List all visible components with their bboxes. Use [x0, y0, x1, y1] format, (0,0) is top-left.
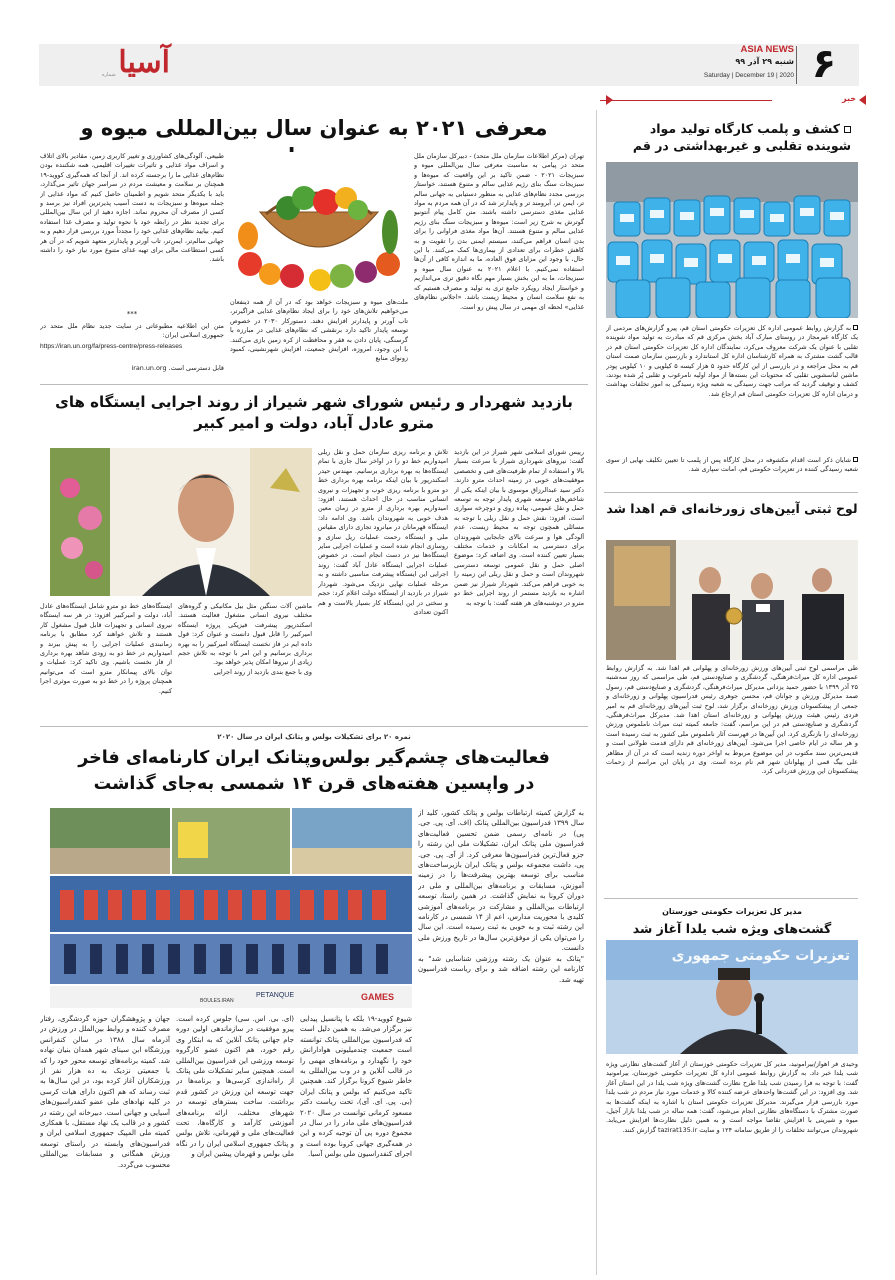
main-rule-2	[40, 726, 588, 727]
play-triangle-icon	[859, 95, 866, 105]
section-rule	[600, 100, 772, 101]
page-number: ۶	[811, 41, 837, 87]
main-story2-headline: بازدید شهردار و رئیس شورای شهر شیراز از روند اجرایی ایستگاه های مترو عادل آباد، دولت و امیر کبیر	[55, 393, 573, 432]
date-fa: شنبه ۲۹ آذر ۹۹	[735, 57, 794, 66]
tazirat-banner-text: تعزیرات حکومتی جمهوری	[671, 948, 850, 964]
sidebar-story1-headline	[603, 120, 851, 154]
section-label-text: خبر	[841, 94, 856, 103]
sidebar-divider	[596, 110, 597, 1275]
sidebar-story1-body2-text: شایان ذکر است اقدام مکشوفه در محل کارگاه پس از پلمب تا تعیین تکلیف نهایی از سوی شعبه رسیدگی کننده در تعزیرات حکومتی قم، امانت سپاری شد.	[606, 456, 858, 474]
main-story1-stars: ***	[126, 310, 138, 318]
main-story3-headline-line1: فعالیت‌های چشم‌گیر بولس‌وپتانک ایران کارنامه‌ای فاخر	[78, 748, 550, 768]
petanque-collage-image	[50, 808, 412, 1008]
section-label	[776, 94, 862, 106]
masthead-divider	[796, 46, 797, 84]
logo-text: آسیا	[118, 45, 170, 80]
petanque-collage-photo	[50, 808, 412, 1008]
sidebar-story3-headline: گشت‌های ویژه شب یلدا آغاز شد	[632, 921, 832, 936]
main-story2-col-c: ماشین آلات سنگین مثل بیل مکانیکی و گروه‌های مختلف نیروی انسانی مشغول فعالیت هستند. اسکندرپور پیشرفت فیزیکی پروژه ایستگاه امیرکبیر را قابل قبول دانست و عنوان کرد: قول داده ایم در فاز نخست ایستگاه امیرکبیر را به بهره برداری برسانیم و این امر با توجه به تلاش حجم زیادی از نیروها امکان پذیر خواهد بود. وی با جمع بندی بازدید از روند اجرایی	[178, 602, 312, 676]
main-story2-col-b: تلاش و برنامه ریزی سازمان حمل و نقل ریلی امیدواریم خط دو را در اواخر سال جاری با تمام ایستگاه‌ها به بهره برداری برسانیم. مهندس حیدر اسکندرپور با بیان اینکه برنامه بهره برداری خط دو مترو با برنامه ریزی خوب و تجهیزات و نیروی انسانی مناسب در حال احداث هستند، افزود: امیدواریم بهره برداری از مترو در زمان معین هدف خوبی به شهروندان باشد. وی ادامه داد: ایستگاه قهرمانان در میانرود تجاری دارای مقیاس ملی و ایستگاه رحمت عملیات ریل سازی و روسازی انجام شده است و عملیات اجرایی سایر ایستگاه‌ها نیز در دست انجام است. در خصوص عملیات اجرایی ایستگاه عادل آباد گفت: روند اجرایی این ایستگاه پیشرفت مناسبی داشته و به مرحله عملیات نهایی نزدیک می‌شود. شهردار شیراز در بازدید از ایستگاه دولت اعلام کرد: حجم و سختی در این ایستگاه کار بسیار بالاست و هم اکنون تعدادی	[318, 448, 448, 616]
sidebar-rule-1	[604, 492, 858, 493]
fruits-vegetables-image	[230, 152, 408, 294]
main-story3-col-d: جهان و پژوهشگران حوزه گردشگری، رفتار مصرف کننده و روابط بین‌الملل در ورزش در آذرماه سال ۱۳۸۸ در سالن کنفرانس ورزشگاه ابن سینای شهر همدان بنیان نهاده شد. کمیته برنامه‌های توسعه محور خود را که با جمعیتی نزدیک به ده هزار نفر از ورزشکاران آغاز کرده بود، در این سال‌ها به ثبت رساند که هم اکنون دارای هیات کرسی در کلیه نهادهای ملی عضو کنفدراسیون‌های آسیایی و جهانی است. دبیرخانه این رشته در کشور و در قالب یک نهاد مستقل، با همکاری کمیته ملی المپیک جمهوری اسلامی ایران و فدراسیون‌های وابسته در راستای توسعه ورزش همگانی و مسابقات بین‌المللی محسوب می‌گردد.	[40, 1015, 170, 1169]
sidebar-story3-kicker: مدیر کل تعزیرات حکومتی خوزستان	[662, 907, 802, 916]
logo	[96, 44, 186, 86]
sidebar-story1-headline-text: کشف و پلمب کارگاه تولید مواد شوینده تقلبی و غیربهداشتی در قم	[632, 121, 851, 153]
section-triangle-left-icon	[606, 95, 613, 105]
sidebar-story1-body-text: به گزارش روابط عمومی اداره کل تعزیرات حکومتی استان قم، پیرو گزارش‌های مردمی از یک کارگاه غیرمجاز در روستای مبارک آباد بخش مرکزی قم که مبادرت به تولید مواد شوینده تقلبی با عنوان یک شرکت معروف می‌کرد، نمایندگان اداره کل تعزیرات حکومتی استان قم در قالب گشت مشترک به همراه کارشناسان اداره کل استاندارد و بازرسین سازمان صمت استان قم به محل مراجعه و در بازرسی از این کارگاه حدود ۵ هزار کیسه ۵ کیلویی و ۱۰ کیلویی پودر ماشین لباسشویی تقلبی که محتویات این بسته‌ها از مواد اولیه نامرغوب و تقلبی پُر شده بودند، کشف و توقیف گردید که مراتب جهت رسیدگی به شعبه ویژه رسیدگی به امور تخلفات بهداشت و درمان اداره کل تعزیرات حکومتی استان قم ارجاع شد.	[606, 324, 858, 398]
zurkhaneh-ceremony-photo	[606, 540, 858, 660]
main-story2-col-a: رییس شورای اسلامی شهر شیراز در این بازدید گفت: نیروهای شهرداری شیراز با سرعت بسیار بالا و استفاده از تمام ظرفیت‌های فنی و تخصصی موفقیت‌های خوبی در زمینه احداث مترو دارند. دکتر سید عبدالرزاق موسوی با بیان اینکه یکی از شاخص‌های توسعه شهری پایدار توجه به توسعه حمل و نقل عمومی، پیاده روی و دوچرخه سواری است، افزود: نقش حمل و نقل ریلی با توجه به مسائلی همچون توجه به محیط زیست، عدم آلودگی هوا و سرعت بالای جابجایی شهروندان برای دسترسی به امکانات و خدمات مختلف بسیار تعیین کننده است. وی اضافه کرد: موضوع اصلی حمل و نقل عمومی توسعه دسترسی شهروندان است و حمل و نقل ریلی این زمینه را به خوبی فراهم می‌کند. شهردار شیراز نیز ضمن اشاره به بازدید مستمر از روند اجرایی خط دو مترو در دوشنبه‌های هر هفته گفت: با توجه به	[454, 448, 584, 607]
sidebar-story2-headline: لوح ثبتی آیین‌های زورخانه‌ای قم اهدا شد	[606, 501, 858, 516]
sidebar-story3-body: وحیدی فر اهواز/بیرامونید، مدیر کل تعزیرات حکومتی خوزستان از آغاز گشت‌های نظارتی ویژه شب یلدا خبر داد. به گزارش روابط عمومی اداره کل تعزیرات حکومتی خوزستان، بیرامونید گفت: با توجه به فرا رسیدن شب یلدا طرح نظارت گشت‌های ویژه شب یلدا در این استان آغاز شد. وی افزود: در این گشت‌ها واحدهای عرضه کننده کالا و خدمات مورد نیاز مردم در شب یلدا مورد بازرسی قرار می‌گیرند. مدیرکل تعزیرات حکومتی استان با اشاره به اینکه گشت‌ها به صورت مشترک با دستگاه‌های نظارتی انجام می‌شود، گفت: همه ساله در شب یلدا بازار آجیل، میوه و شیرینی با افزایش تقاضا مواجه است و به همین دلیل نظارت‌ها افزایش می‌یابد. شهروندان می‌توانند تخلفات را از طریق سامانه ۱۲۴ و سایت tazirat135.ir گزارش کنند.	[606, 1060, 858, 1134]
collage-caption-boules: BOULES.IRAN	[200, 998, 234, 1004]
main-story1-col-c2: متن این اطلاعیه مطبوعاتی در سایت جدید نظام ملل متحد در جمهوری اسلامی ایران:	[40, 322, 224, 340]
main-story1-col-b: ملت‌های میوه و سبزیجات خواهد بود که در آن از همه ذینفعان می‌خواهیم تلاش‌های خود را برای ایجاد نظام‌های غذایی فراگیرتر، تاب آورتر و پایدارتر افزایش دهند. دستورکار ۲۰۳۰ در خصوص توسعه پایدار تاکید دارد برنقشی که نظام‌های غذایی در مبارزه با گرسنگی، پایان دادن به فقر و محافظت از کره زمین بازی می‌کنند. با این وجود، امروزه، افزایش جمعیت، افزایش شهرنشینی، کمبود زونوای منابع	[230, 298, 408, 363]
sidebar-story1-body2	[606, 456, 858, 484]
main-story1-col-a: تهران (مرکز اطلاعات سازمان ملل متحد) - دبیرکل سازمان ملل متحد در پیامی به مناسبت معرفی سال بین‌المللی میوه و سبزیجات ۲۰۲۱ - ضمن تاکید بر این واقعیت که میوه‌ها و سبزیجات سنگ بنای رژیم غذایی سالم و متنوع هستند، خواستار بررسی مجدد نظام‌های غذایی به منظور دستیابی به جهانی سالم تر، ایمن تر، آبرومند تر و پایدارتر شد که در آن همه مردم به مواد غذایی مغذی دسترسی داشته باشند. متن کامل پیام آنتونیو گوترش به شرح زیر است: میوه‌ها و سبزیجات سنگ بنای رژیم غذایی سالم و متنوع هستند. آن‌ها مواد مغذی فراوانی را برای بدن انسان فراهم می‌کنند، سیستم ایمنی بدن را تقویت و به کاهش خطرات برای تعدادی از بیماری‌ها کمک می‌کنند. با این حال، با وجود این مزایای فوق العاده، ما به اندازه کافی از آن‌ها استفاده نمی‌کنیم. با اعلام ۲۰۲۱ به عنوان سال میوه و سبزیجات، ما به این بخش بسیار مهم نگاه دقیق تری می‌اندازیم و خواستار ایجاد رویکرد جامع تری به تولید و مصرف هستیم که به نفع سلامت انسان و محیط زیست باشد. «اجلاس نظام‌های غذایی» لحظه ای مهمی در سال پیش رو است.	[414, 152, 584, 311]
collage-caption-games: GAMES	[360, 992, 394, 1002]
main-story1-link[interactable]: https://iran.un.org/fa/press-centre/press-releases	[40, 343, 183, 350]
sidebar-story1-body	[606, 324, 858, 452]
sidebar-story2-body: طی مراسمی لوح ثبتی آیین‌های ورزش زورخانه‌ای و پهلوانی قم اهدا شد. به گزارش روابط عمومی اداره کل میراث‌فرهنگی، گردشگری و صنایع‌دستی قم، طی مراسمی که روز سه‌شنبه ۲۵ آذر ۱۳۹۹ با حضور حمید یزدانی مدیرکل میراث‌فرهنگی، گردشگری و صنایع‌دستی قم، رسول صمد مدیرکل ورزش و جوانان قم، محسن جوهری رئیس فدراسیون پهلوانی و زورخانه‌ای و جمعی از پیشکسوتان ورزش زورخانه‌ای برگزار شد، لوح ثبت آیین‌های زورخانه‌ای قم به امیر فردی رئیس هیئت ورزش پهلوانی و زورخانه‌ای استان اهدا شد. مدیرکل میراث‌فرهنگی، گردشگری و صنایع‌دستی قم در این مراسم، گفت: جامعه کمیته ثبت میراث ناملموس ورزش زورخانه‌ای را بازنگری کرد. این آیین‌ها در فهرست آثار ناملموس ملی کشور به ثبت رسیده است و هر ساله در ایام خاصی اجرا می‌شود. آیین‌های زورخانه‌ای قم دارای قدمت طولانی است و قدیمی‌ترین سند مکتوب در این موضوع مربوط به اواخر دوره زندیه است که در آن از مظاهر علی بیگ قمی از پهلوانان شهر قم نام برده است. وی در پایان این مراسم از زحمات پیشکسوتان این ورزش قدردانی کرد.	[606, 664, 858, 776]
main-story3-headline-line2: در واپسین هفته‌های قرن ۱۴ شمسی به‌جای گذاشت	[93, 774, 535, 794]
date-en: Saturday | December 19 | 2020	[703, 72, 794, 79]
main-story3-col-a: به گزارش کمیته ارتباطات بولس و پتانک کشور، کلید از سال ۱۳۹۹ فدراسیون بین‌المللی پتانک (اف. آی. پی. جی. پی) در نامه‌ای رسمی ضمن تحسین فعالیت‌های فدراسیون ملی پتانک ایران، تشکیلات ملی این رشته را جزو فعال‌ترین فدراسیون‌ها معرفی کرد. از آی. پی. جی. پی، داشت مجموعه بولس و پتانک ایران بازیرساخت‌های مناسب برای توسعه بهترین پیشرفت‌ها را در زمینه آموزش، مسابقات و برنامه‌های بین‌المللی و ملی در دوران کرونا به نمایش گذاشت. در همین راستا، توسعه ارتباطات بین‌المللی و مشارکت در برنامه‌های آموزشی کلیدی با محوریت مدارس، اعم از ۱۴ شمسی در کارنامه این رشته ثبت و به خوبی به ثبت رسیده است. این سال را می‌توان یکی از موفق‌ترین سال‌ها در تاریخ ورزش ملی دانست. "پتانک به عنوان یک رشته ورزشی شناسایی شد" به کارنامه این رشته اضافه شد و برای ریاست فدراسیون تهیه شد.	[418, 809, 584, 984]
main-story1-headline: معرفی ۲۰۲۱ به عنوان سال بین‌المللی میوه و	[80, 116, 548, 140]
square-bullet-icon	[853, 457, 858, 462]
main-story1-col-c3: قابل دسترسی است. iran.un.org	[131, 364, 224, 372]
paper-name-en: ASIA NEWS	[740, 44, 794, 55]
collage-caption-petanque: PETANQUE	[256, 992, 294, 999]
main-story1-col-c: طبیعی، آلودگی‌های کشاورزی و تغییر کاربری زمین، مقادیر بالای اتلاف و اسراف مواد غذایی و تاثیرات تغییرات اقلیمی، همه شکننده بودن نظام‌های غذایی ما را برجسته کرده اند. از آنجا که همه‌گیری کووید-۱۹ همچنان بر سلامت و معیشت مردم در سراسر جهان تاثیر می‌گذارد، باید با یکدیگر متحد شویم و اطمینان حاصل کنیم که مواد غذایی از جمله میوه‌ها و سبزیجات به دست آسیب پذیرترین افراد نیز برسد و کسی از مصرف آن محروم نماند. اجازه دهید از این سال بین‌المللی برای تجدید نظر در رابطه خود با نحوه تولید و مصرف غذا استفاده کنیم. بیایید نظام‌های غذایی خود را مجدداً مورد بررسی قرار دهیم و به جهانی سالم‌تر، ایمن‌تر، تاب آورتر و پایدارتر متعهد شویم که در آن هر کسی استطاعت مالی برای تهیه غذای متنوع مورد نیاز خود را داشته باشد.	[40, 152, 224, 264]
zurkhaneh-ceremony-image	[606, 540, 858, 660]
main-story2-col-d: ایستگاه‌های خط دو مترو شامل ایستگاه‌های عادل آباد، دولت و امیرکبیر افزود: در هر سه ایستگاه نیروی انسانی و تجهیزات قابل قبول مشغول کار هستند و تلاش خواهند کرد مطابق با برنامه زمانبندی عملیات اجرایی را به پیش ببرند و امیدواریم در خط دو به زودی شاهد بهره برداری از فاز نخست باشیم. وی تاکید کرد: عملیات و توان بالای پیمانکار مترو است که می‌توانیم همچنان پروژه را در خط دو به صورت موثری اجرا کنیم.	[40, 602, 172, 695]
tazirat-official-photo	[606, 940, 858, 1054]
detergent-bottles-photo	[606, 162, 858, 318]
mayor-portrait-photo	[50, 448, 312, 596]
main-rule-1	[40, 384, 588, 385]
main-story3-col-b: شیوع کووید-۱۹ بلکه با پتانسیل پیدایی نیز برگزار می‌شد. به همین دلیل است که فدراسیون بین‌المللی پتانک توانسته است جمعیت چندمیلیونی هوادارانش خود را نگهدارد و برنامه‌های مهمی را در قالب آنلاین و در وب بین‌المللی به خاطر شیوع کرونا برگزار کند. همچنین تاکید می‌کنیم که بولس و پتانک ایران (بی. پی. ای. آی)، تحت ریاست دکتر مسعود کرمانی توانست در سال ۲۰۲۰ فدراسیون‌های ملی مادر را در سال در مجموع دوره پی آن توجیه کرده و این در همه‌گیری جهانی کرونا بوده است و اجرای کنفدراسیون ملی بولس آسیا.	[300, 1015, 412, 1159]
main-story3-kicker: نمره ۲۰ برای تشکیلات بولس و پتانک ایران در سال ۲۰۲۰	[217, 733, 411, 741]
logo-sub: شماره	[102, 72, 116, 78]
detergent-bottles-image	[606, 162, 858, 318]
square-bullet-icon	[844, 126, 851, 133]
main-story3-col-c: (ای. بی. اس. سی) جلوس کرده است. پیرو موفقیت در سازماندهی اولین دوره جام جهانی پتانک آنلاین که به ابتکار وی رقم خورد، هم اکنون عضو کارگروه توسعه ورزشی این فدراسیون بین‌المللی است. همچنین سایر تشکیلات ملی پتانک از راه‌اندازی کرسی‌ها و برنامه‌ها در جهت توسعه این ورزش در کشور قدم برداشت. ساخت بسترهای توسعه در شهرهای مختلف، ارائه برنامه‌های آموزشی کارآمد و کارگاه‌ها، تحت فعالیت‌های ملی و قهرمانی، تلاش بولس و پتانک جمهوری اسلامی ایران را در نگاه ملی بولس و قهرمان پیشین ایران و	[176, 1015, 294, 1159]
mayor-portrait-image	[50, 448, 312, 596]
sidebar-rule-2	[604, 898, 858, 899]
fruits-vegetables-photo	[230, 152, 408, 294]
square-bullet-icon	[853, 325, 858, 330]
